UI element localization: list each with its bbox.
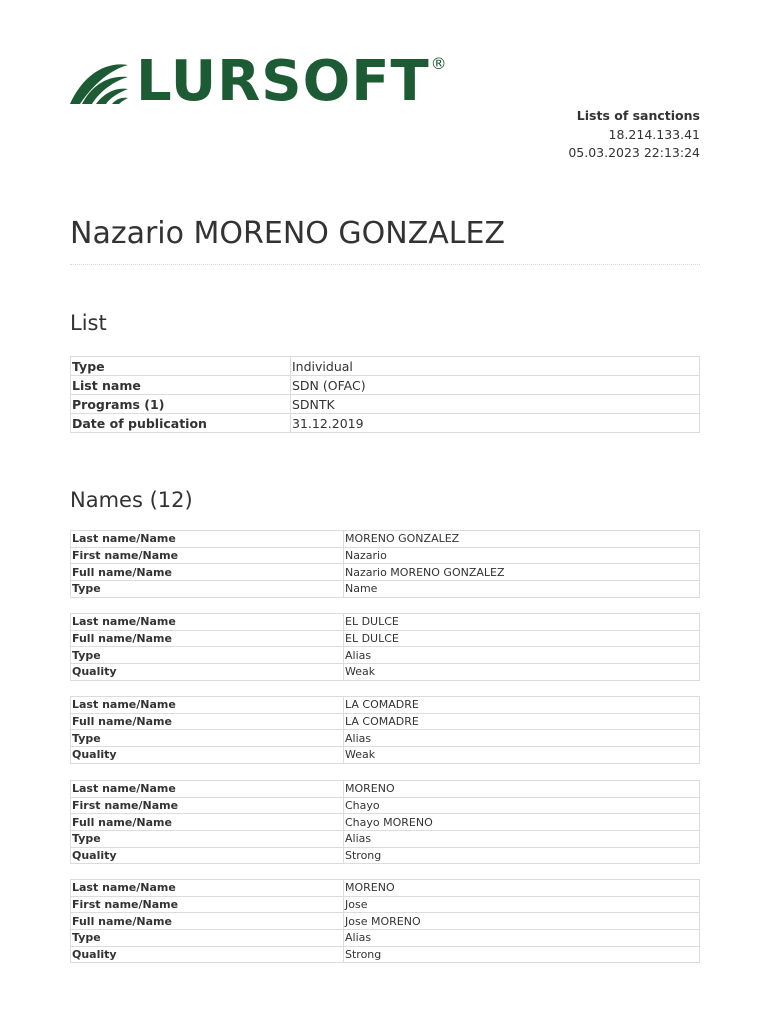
list-key: Programs (1) bbox=[71, 395, 291, 414]
name-record-table bbox=[70, 879, 700, 963]
name-key: Full name/Name bbox=[71, 913, 344, 930]
name-value: Alias bbox=[344, 730, 700, 747]
name-row bbox=[71, 547, 700, 564]
name-row bbox=[71, 531, 700, 548]
name-key: Last name/Name bbox=[71, 531, 344, 548]
list-section-heading: List bbox=[70, 311, 107, 335]
title-divider bbox=[70, 264, 700, 265]
name-key: Full name/Name bbox=[71, 564, 344, 581]
lursoft-logo bbox=[68, 49, 498, 114]
name-row bbox=[71, 913, 700, 930]
name-record-table bbox=[70, 613, 700, 681]
name-row bbox=[71, 647, 700, 664]
list-table bbox=[70, 356, 700, 433]
page-title: Nazario MORENO GONZALEZ bbox=[70, 216, 505, 251]
name-row bbox=[71, 697, 700, 714]
name-value: Weak bbox=[344, 664, 700, 681]
registered-mark: ® bbox=[430, 54, 447, 73]
name-row bbox=[71, 713, 700, 730]
list-row bbox=[71, 357, 700, 376]
meta-title: Lists of sanctions bbox=[576, 108, 700, 123]
name-record-table bbox=[70, 696, 700, 764]
name-value: Chayo MORENO bbox=[344, 814, 700, 831]
name-row bbox=[71, 946, 700, 963]
name-key: Type bbox=[71, 581, 344, 598]
name-row bbox=[71, 847, 700, 864]
name-key: Type bbox=[71, 831, 344, 848]
name-value: EL DULCE bbox=[344, 630, 700, 647]
name-row bbox=[71, 581, 700, 598]
name-value: LA COMADRE bbox=[344, 697, 700, 714]
name-key: Quality bbox=[71, 847, 344, 864]
list-value: SDNTK bbox=[291, 395, 700, 414]
name-row bbox=[71, 896, 700, 913]
name-value: Weak bbox=[344, 747, 700, 764]
logo-wordmark: LURSOFT bbox=[136, 49, 430, 114]
name-row bbox=[71, 730, 700, 747]
name-value: MORENO bbox=[344, 781, 700, 798]
name-key: Quality bbox=[71, 664, 344, 681]
name-value: LA COMADRE bbox=[344, 713, 700, 730]
name-key: Last name/Name bbox=[71, 614, 344, 631]
name-key: Quality bbox=[71, 946, 344, 963]
name-row bbox=[71, 747, 700, 764]
name-value: Alias bbox=[344, 831, 700, 848]
meta-ip: 18.214.133.41 bbox=[608, 126, 700, 142]
name-key: First name/Name bbox=[71, 547, 344, 564]
name-value: Alias bbox=[344, 930, 700, 947]
name-key: First name/Name bbox=[71, 797, 344, 814]
name-row bbox=[71, 614, 700, 631]
name-row bbox=[71, 831, 700, 848]
name-record-table bbox=[70, 780, 700, 864]
name-value: Name bbox=[344, 581, 700, 598]
name-key: First name/Name bbox=[71, 896, 344, 913]
name-key: Type bbox=[71, 930, 344, 947]
name-value: Nazario MORENO GONZALEZ bbox=[344, 564, 700, 581]
name-value: EL DULCE bbox=[344, 614, 700, 631]
list-key: Type bbox=[71, 357, 291, 376]
name-key: Last name/Name bbox=[71, 781, 344, 798]
name-row bbox=[71, 797, 700, 814]
name-value: Strong bbox=[344, 946, 700, 963]
name-row bbox=[71, 664, 700, 681]
name-key: Last name/Name bbox=[71, 880, 344, 897]
name-row bbox=[71, 880, 700, 897]
report-meta bbox=[568, 107, 700, 163]
name-value: MORENO bbox=[344, 880, 700, 897]
name-record-table bbox=[70, 530, 700, 598]
list-row bbox=[71, 376, 700, 395]
name-row bbox=[71, 781, 700, 798]
name-key: Full name/Name bbox=[71, 713, 344, 730]
list-row bbox=[71, 395, 700, 414]
name-value: Jose MORENO bbox=[344, 913, 700, 930]
name-row bbox=[71, 814, 700, 831]
name-value: Alias bbox=[344, 647, 700, 664]
list-value: Individual bbox=[291, 357, 700, 376]
meta-datetime: 05.03.2023 22:13:24 bbox=[568, 145, 700, 161]
name-row bbox=[71, 630, 700, 647]
name-key: Full name/Name bbox=[71, 630, 344, 647]
list-key: List name bbox=[71, 376, 291, 395]
name-row bbox=[71, 564, 700, 581]
list-value: 31.12.2019 bbox=[291, 414, 700, 433]
name-value: Nazario bbox=[344, 547, 700, 564]
names-section-heading: Names (12) bbox=[70, 488, 193, 512]
name-key: Quality bbox=[71, 747, 344, 764]
name-key: Last name/Name bbox=[71, 697, 344, 714]
name-value: Jose bbox=[344, 896, 700, 913]
name-value: Chayo bbox=[344, 797, 700, 814]
name-key: Type bbox=[71, 647, 344, 664]
leaf-swoosh-icon bbox=[68, 57, 130, 107]
list-row bbox=[71, 414, 700, 433]
name-key: Type bbox=[71, 730, 344, 747]
name-row bbox=[71, 930, 700, 947]
name-value: Strong bbox=[344, 847, 700, 864]
name-key: Full name/Name bbox=[71, 814, 344, 831]
name-value: MORENO GONZALEZ bbox=[344, 531, 700, 548]
list-key: Date of publication bbox=[71, 414, 291, 433]
list-value: SDN (OFAC) bbox=[291, 376, 700, 395]
